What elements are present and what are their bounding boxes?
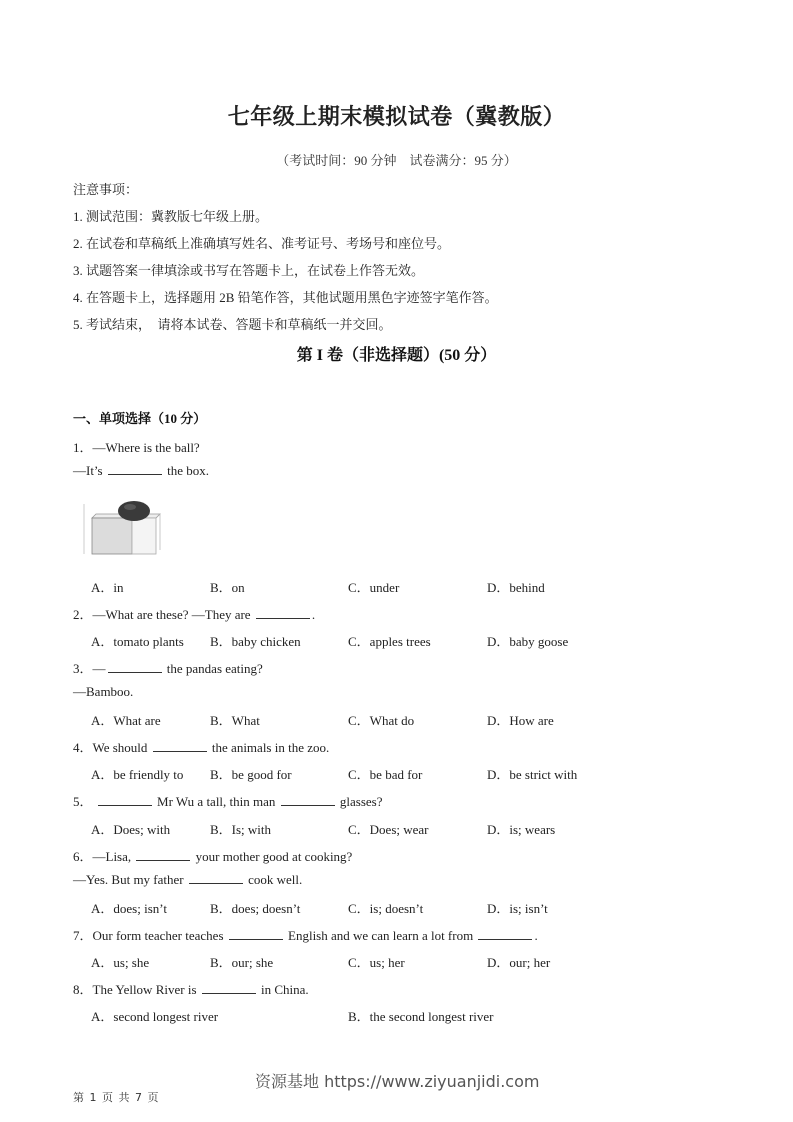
note-item: 5. 考试结束， 请将本试卷、答题卡和草稿纸一并交回。: [73, 317, 392, 332]
question-text: —Yes. But my father: [73, 872, 184, 887]
question-3-answer-line: [73, 684, 133, 700]
answer-blank: [229, 929, 283, 940]
exam-info: （考试时间：90 分钟 试卷满分：95 分）: [276, 153, 517, 168]
question-text: cook well.: [248, 872, 303, 887]
option-c: C．is; doesn’t: [348, 901, 424, 916]
answer-blank: [202, 983, 256, 994]
watermark: 资源基地 https://www.ziyuanjidi.com: [255, 1072, 540, 1091]
option-d: D．is; isn’t: [487, 901, 548, 916]
answer-blank: [136, 850, 190, 861]
option-b: B．does; doesn’t: [210, 901, 301, 916]
question-3-stem: [73, 658, 263, 677]
option-a: A．be friendly to: [91, 767, 184, 782]
question-1-answer-line: [73, 463, 209, 479]
question-text: —Bamboo.: [73, 684, 134, 699]
option-b: B．What: [210, 713, 260, 728]
part-heading: 一、单项选择（10 分）: [73, 411, 207, 426]
option-c: C．apples trees: [348, 634, 431, 649]
question-text: 3．—: [73, 661, 106, 676]
option-a: A．in: [91, 580, 124, 595]
question-6-stem: [73, 846, 352, 865]
answer-blank: [153, 741, 207, 752]
option-a: A．Does; with: [91, 822, 171, 837]
option-d: D．our; her: [487, 955, 551, 970]
note-item: 1. 测试范围：冀教版七年级上册。: [73, 209, 269, 224]
question-text: 4．We should: [73, 740, 148, 755]
question-text: Mr Wu a tall, thin man: [157, 794, 276, 809]
option-d: D．How are: [487, 713, 554, 728]
option-c: C．under: [348, 580, 400, 595]
option-d: D．behind: [487, 580, 545, 595]
question-text: 6．—Lisa,: [73, 849, 132, 864]
question-5-stem: [73, 791, 383, 810]
notes-heading: 注意事项：: [73, 182, 139, 197]
question-text: 5．: [73, 794, 93, 809]
question-text: in China.: [261, 982, 309, 997]
answer-blank: [108, 464, 162, 475]
answer-blank: [281, 795, 335, 806]
option-b: B．Is; with: [210, 822, 272, 837]
question-text: 8．The Yellow River is: [73, 982, 197, 997]
option-d: D．be strict with: [487, 767, 578, 782]
question-text: your mother good at cooking?: [195, 849, 353, 864]
question-7-stem: [73, 925, 538, 944]
option-a: A．What are: [91, 713, 161, 728]
option-a: A．second longest river: [91, 1009, 219, 1024]
question-text: the box.: [167, 463, 210, 478]
question-text: .: [534, 928, 538, 943]
option-a: A．us; she: [91, 955, 150, 970]
question-text: 1．—Where is the ball?: [73, 440, 200, 455]
question-2-stem: [73, 604, 315, 623]
option-a: A．does; isn’t: [91, 901, 167, 916]
ball-on-box-image: [80, 496, 170, 558]
answer-blank: [189, 873, 243, 884]
question-text: —It’s: [73, 463, 103, 478]
question-text: .: [311, 607, 316, 622]
question-text: the animals in the zoo.: [211, 740, 330, 755]
answer-blank: [108, 662, 162, 673]
option-b: B．be good for: [210, 767, 292, 782]
question-text: 7．Our form teacher teaches: [73, 928, 224, 943]
page-number: 第 1 页 共 7 页: [73, 1091, 160, 1104]
note-item: 3. 试题答案一律填涂或书写在答题卡上，在试卷上作答无效。: [73, 263, 425, 278]
answer-blank: [98, 795, 152, 806]
option-b: B．on: [210, 580, 245, 595]
question-text: glasses?: [339, 794, 383, 809]
option-c: C．What do: [348, 713, 415, 728]
option-b: B．the second longest river: [348, 1009, 494, 1024]
question-text: 2．—What are these? —They are: [73, 607, 251, 622]
question-4-stem: [73, 737, 329, 756]
question-6-answer-line: [73, 872, 302, 888]
option-b: B．our; she: [210, 955, 274, 970]
section-title: 第 I 卷（非选择题）(50 分）: [296, 347, 497, 364]
question-text: English and we can learn a lot from: [288, 928, 474, 943]
question-1-stem: [73, 437, 200, 456]
question-text: the pandas eating?: [166, 661, 263, 676]
document-title: 七年级上期末模拟试卷（冀教版）: [227, 105, 566, 130]
answer-blank: [256, 608, 310, 619]
note-item: 2. 在试卷和草稿纸上准确填写姓名、准考证号、考场号和座位号。: [73, 236, 451, 251]
option-d: D．baby goose: [487, 634, 569, 649]
option-d: D．is; wears: [487, 822, 556, 837]
option-c: C．us; her: [348, 955, 405, 970]
option-a: A．tomato plants: [91, 634, 184, 649]
note-item: 4. 在答题卡上，选择题用 2B 铅笔作答，其他试题用黑色字迹签字笔作答。: [73, 290, 498, 305]
option-c: C．Does; wear: [348, 822, 429, 837]
option-c: C．be bad for: [348, 767, 423, 782]
question-8-stem: [73, 979, 309, 998]
answer-blank: [478, 929, 532, 940]
option-b: B．baby chicken: [210, 634, 301, 649]
